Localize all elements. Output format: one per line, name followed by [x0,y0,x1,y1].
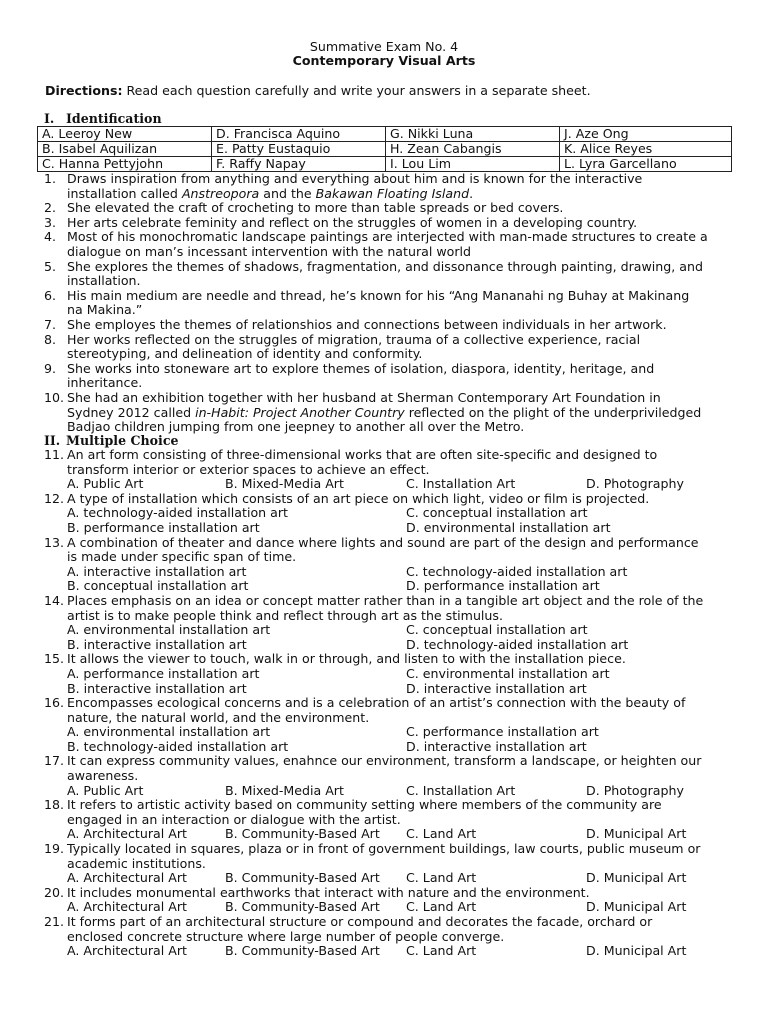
option: B. Community-Based Art [225,943,380,959]
option: B. Community-Based Art [225,870,380,886]
option: B. Community-Based Art [225,899,380,915]
table-cell: A. Leeroy New [38,127,212,142]
question-number: 5. [44,258,57,274]
option: A. performance installation art [67,665,260,681]
question-number: 10. [44,389,65,405]
question-text: Most of his monochromatic landscape paintings are interjected with man-made structures to create a dialogue on man’s incessant intervention with the natural world [67,229,708,259]
artwork-title: in-Habit: Project Another Country [195,404,405,420]
question-item [0,915,768,944]
question-text: An art form consisting of three-dimensional works that are often site-specific and designed to transform interior or exterior spaces to achieve an effect. [67,447,658,477]
question-text: Her works reflected on the struggles of migration, trauma of a collective experience, racial stereotyping, and delineation of identity and conformity. [67,331,641,362]
table-cell: C. Hanna Pettyjohn [38,157,212,172]
option: D. technology-aided installation art [406,636,629,652]
question-item [0,536,768,565]
table-row [38,127,732,142]
question-text: It includes monumental earthworks that interact with nature and the environment. [67,884,590,900]
question-number: 2. [44,200,57,216]
question-number: 6. [44,287,57,303]
question-text: It forms part of an architectural structure or compound and decorates the facade, orchard or enclosed concrete structure where large number of people converge. [67,914,653,944]
question-number: 12. [44,490,65,506]
table-row [38,157,732,172]
question-text: reflected on the plight of the underpriviledged Badjao children jumping from one jeepney to another all over the Metro. [67,404,702,435]
artwork-title: Anstreopora [181,185,260,201]
table-cell: G. Nikki Luna [386,127,560,142]
option: B. Community-Based Art [225,826,380,842]
question-number: 3. [44,214,57,230]
option: C. Land Art [406,870,477,886]
options-row [0,579,768,594]
option: B. Mixed-Media Art [225,782,344,798]
table-cell: H. Zean Cabangis [386,142,560,157]
question-text: It refers to artistic activity based on community setting where members of the community are engaged in an interaction or dialogue with the artist. [67,797,662,827]
options-row [0,900,768,915]
question-item [0,594,768,623]
options-row [0,667,768,682]
section-number: I. [44,111,55,126]
options-row [0,506,768,521]
directions-text: Read each question carefully and write your answers in a separate sheet. [122,83,591,98]
question-item [0,230,768,259]
directions-label: Directions: [45,83,123,98]
option: B. technology-aided installation art [67,738,289,754]
question-number: 16. [44,695,65,711]
option: A. Public Art [67,782,144,798]
question-item [0,842,768,871]
question-text: She had an exhibition together with her husband at Sherman Contemporary Art Foundation in Sydney 2012 called [67,389,661,420]
table-cell: E. Patty Eustaquio [212,142,386,157]
question-item [0,492,768,507]
option: D. environmental installation art [406,519,611,535]
question-number: 20. [44,884,65,900]
question-item [0,201,768,216]
question-text: Typically located in squares, plaza or in front of government buildings, law courts, public museum or academic institutions. [67,841,701,871]
table-cell: J. Aze Ong [560,127,732,142]
question-number: 13. [44,534,65,550]
question-item [0,216,768,231]
table-cell: F. Raffy Napay [212,157,386,172]
options-row [0,565,768,580]
option: C. conceptual installation art [406,622,588,638]
question-item [0,448,768,477]
options-row [0,827,768,842]
option: C. Land Art [406,826,477,842]
options-row [0,638,768,653]
option: C. conceptual installation art [406,505,588,521]
option: A. Architectural Art [67,943,187,959]
question-text: Places emphasis on an idea or concept matter rather than in a tangible art object and the role of the artist is to make people think and reflect through art as the stimulus. [67,592,704,623]
question-item [0,798,768,827]
question-text: She employes the themes of relationshios and connections between individuals in her artwork. [67,316,667,332]
option: B. Mixed-Media Art [225,476,344,492]
question-number: 18. [44,797,65,813]
option: A. environmental installation art [67,622,271,638]
option: D. Photography [586,782,684,798]
question-number: 15. [44,651,65,667]
table-cell: B. Isabel Aquilizan [38,142,212,157]
option: D. Photography [586,476,684,492]
question-text: . [469,185,474,201]
section-number: II. [44,433,61,448]
question-number: 11. [44,447,65,462]
option: C. Installation Art [406,782,516,798]
options-row [0,740,768,755]
options-row [0,725,768,740]
option: A. Architectural Art [67,899,187,915]
table-cell: L. Lyra Garcellano [560,157,732,172]
exam-subject: Contemporary Visual Arts [292,53,476,68]
identification-questions [0,172,768,435]
question-item [0,886,768,901]
table-row [38,142,732,157]
option: B. interactive installation art [67,680,247,696]
question-number: 8. [44,331,57,347]
question-text: Her arts celebrate feminity and reflect on the struggles of women in a developing country. [67,214,638,230]
question-item [0,652,768,667]
section-multiple-choice-heading [44,434,179,448]
question-item [0,333,768,362]
question-item [0,754,768,783]
question-number: 9. [44,360,57,376]
option: B. performance installation art [67,519,260,535]
question-item [0,391,768,435]
table-cell: K. Alice Reyes [560,142,732,157]
question-text: She elevated the craft of crocheting to more than table spreads or bed covers. [67,200,564,216]
option: C. Land Art [406,943,477,959]
option: D. interactive installation art [406,738,587,754]
question-item [0,289,768,318]
multiple-choice-questions [0,448,768,959]
options-row [0,682,768,697]
question-item [0,362,768,391]
question-number: 21. [44,914,65,929]
section-title: Multiple Choice [66,433,179,448]
question-text: Encompasses ecological concerns and is a celebration of an artist’s connection with the beauty of nature, the natural world, and the environment. [67,695,686,725]
options-row [0,784,768,799]
option: A. environmental installation art [67,724,271,740]
options-row [0,623,768,638]
identification-choices-table [37,126,732,172]
question-number: 19. [44,841,65,857]
question-number: 7. [44,316,57,332]
question-text: She works into stoneware art to explore themes of isolation, diaspora, identity, heritage, and inheritance. [67,360,655,391]
option: C. technology-aided installation art [406,563,628,579]
question-item [0,172,768,201]
options-row [0,521,768,536]
option: A. interactive installation art [67,563,247,579]
question-item [0,696,768,725]
question-text: It allows the viewer to touch, walk in or through, and listen to with the installation piece. [67,651,626,667]
option: B. interactive installation art [67,636,247,652]
question-text: She explores the themes of shadows, fragmentation, and dissonance through painting, drawing, and installation. [67,258,703,289]
directions [45,84,591,98]
option: C. Land Art [406,899,477,915]
option: D. Municipal Art [586,870,687,886]
table-cell: I. Lou Lim [386,157,560,172]
option: B. conceptual installation art [67,578,249,594]
option: D. Municipal Art [586,899,687,915]
option: C. performance installation art [406,724,599,740]
option: A. Public Art [67,476,144,492]
option: C. Installation Art [406,476,516,492]
option: C. environmental installation art [406,665,610,681]
question-number: 17. [44,753,65,769]
exam-title: Summative Exam No. 4 [309,39,459,54]
question-text: A type of installation which consists of an art piece on which light, video or film is projected. [67,490,650,506]
option: A. technology-aided installation art [67,505,288,521]
section-identification-heading [44,112,162,126]
question-number: 4. [44,229,57,245]
question-item [0,318,768,333]
options-row [0,477,768,492]
options-row [0,944,768,959]
artwork-title: Bakawan Floating Island [315,185,470,201]
option: A. Architectural Art [67,870,187,886]
question-text: A combination of theater and dance where lights and sound are part of the design and performance is made under specific span of time. [67,534,699,565]
question-number: 14. [44,592,65,608]
option: D. Municipal Art [586,943,687,959]
question-text: Draws inspiration from anything and everything about him and is known for the interactive installation called [67,171,643,201]
question-item [0,260,768,289]
question-text: and the [259,185,316,201]
question-text: His main medium are needle and thread, he’s known for his “Ang Mananahi ng Buhay at Makinang na Makina.” [67,287,690,318]
option: D. performance installation art [406,578,600,594]
option: D. Municipal Art [586,826,687,842]
question-number: 1. [44,171,57,186]
options-row [0,871,768,886]
question-text: It can express community values, enahnce our environment, transform a landscape, or heighten our awareness. [67,753,702,784]
option: A. Architectural Art [67,826,187,842]
option: D. interactive installation art [406,680,587,696]
section-title: Identification [66,111,162,126]
table-cell: D. Francisca Aquino [212,127,386,142]
